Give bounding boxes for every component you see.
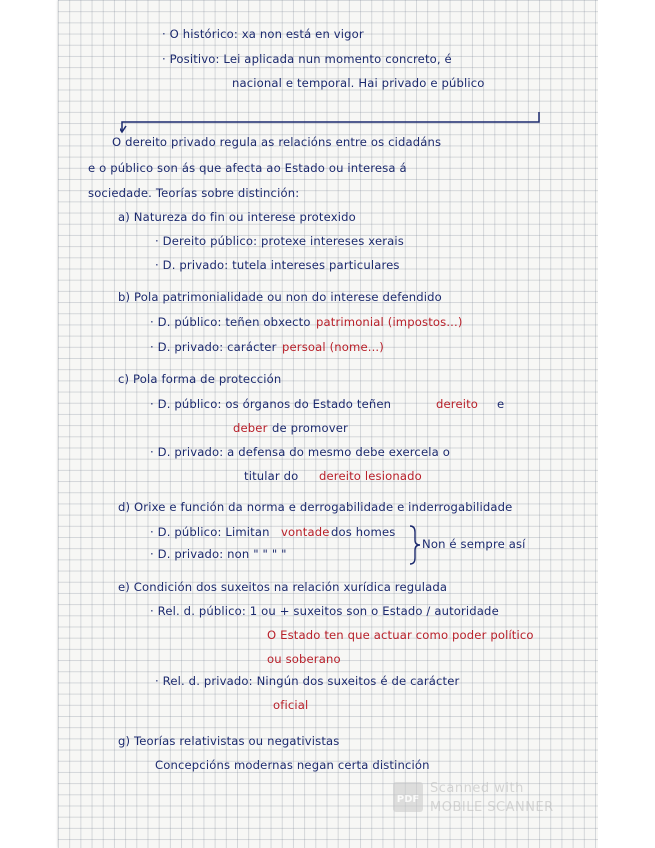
note-line: persoal (nome...) bbox=[282, 340, 384, 354]
note-line: O Estado ten que actuar como poder político bbox=[267, 628, 534, 642]
note-line: · Positivo: Lei aplicada nun momento concreto, é bbox=[162, 52, 452, 66]
note-line: · D. público: os órganos do Estado teñen bbox=[150, 397, 392, 411]
note-line: g) Teorías relativistas ou negativistas bbox=[118, 734, 340, 748]
note-line: · D. privado: non " " " " bbox=[150, 547, 287, 561]
note-line: · D. público: teñen obxecto bbox=[150, 315, 311, 329]
note-line: ou soberano bbox=[267, 652, 341, 666]
note-line: titular do bbox=[244, 469, 299, 483]
note-line: sociedade. Teorías sobre distinción: bbox=[88, 186, 300, 200]
watermark-line-1: Scanned with bbox=[430, 781, 524, 796]
note-line: b) Pola patrimonialidade ou non do interese defendido bbox=[118, 290, 442, 304]
note-line: · D. privado: carácter bbox=[150, 340, 277, 354]
watermark-line-2: MOBILE SCANNER bbox=[430, 800, 554, 815]
note-line: dos homes bbox=[331, 525, 396, 539]
note-line: · D. privado: a defensa do mesmo debe exercela o bbox=[150, 445, 450, 459]
note-line: oficial bbox=[273, 698, 309, 712]
note-line: · Rel. d. privado: Ningún dos suxeitos é de carácter bbox=[155, 674, 460, 688]
note-line: O dereito privado regula as relacións entre os cidadáns bbox=[112, 135, 442, 149]
note-line: · O histórico: xa non está en vigor bbox=[162, 27, 364, 41]
pdf-document-icon bbox=[392, 781, 426, 815]
note-line: · Dereito público: protexe intereses xerais bbox=[155, 234, 404, 248]
note-line: e bbox=[497, 397, 505, 411]
note-line: d) Orixe e función da norma e derrogabilidade e inderrogabilidade bbox=[118, 500, 513, 514]
note-line: Non é sempre así bbox=[422, 537, 526, 551]
note-line: patrimonial (impostos...) bbox=[316, 315, 463, 329]
note-line: dereito bbox=[436, 397, 479, 411]
watermark-badge: PDF bbox=[396, 794, 420, 805]
note-line: e o público son ás que afecta ao Estado ou interesa á bbox=[88, 161, 407, 175]
scanner-watermark bbox=[392, 781, 554, 819]
left-margin bbox=[0, 0, 58, 848]
note-line: a) Natureza do fin ou interese protexido bbox=[118, 210, 356, 224]
note-line: · D. público: Limitan bbox=[150, 525, 270, 539]
note-line: dereito lesionado bbox=[319, 469, 422, 483]
note-line: Concepcións modernas negan certa distinción bbox=[155, 758, 430, 772]
note-line: deber bbox=[233, 421, 268, 435]
note-line: e) Condición dos suxeitos na relación xurídica regulada bbox=[118, 580, 448, 594]
note-line: de promover bbox=[272, 421, 348, 435]
curly-brace-icon bbox=[408, 525, 422, 565]
right-margin bbox=[598, 0, 655, 848]
down-arrow-icon bbox=[120, 110, 550, 134]
note-line: · Rel. d. público: 1 ou + suxeitos son o Estado / autoridade bbox=[150, 604, 499, 618]
note-line: nacional e temporal. Hai privado e público bbox=[232, 76, 485, 90]
note-line: vontade bbox=[281, 525, 330, 539]
note-line: c) Pola forma de protección bbox=[118, 372, 282, 386]
note-line: · D. privado: tutela intereses particulares bbox=[155, 258, 400, 272]
